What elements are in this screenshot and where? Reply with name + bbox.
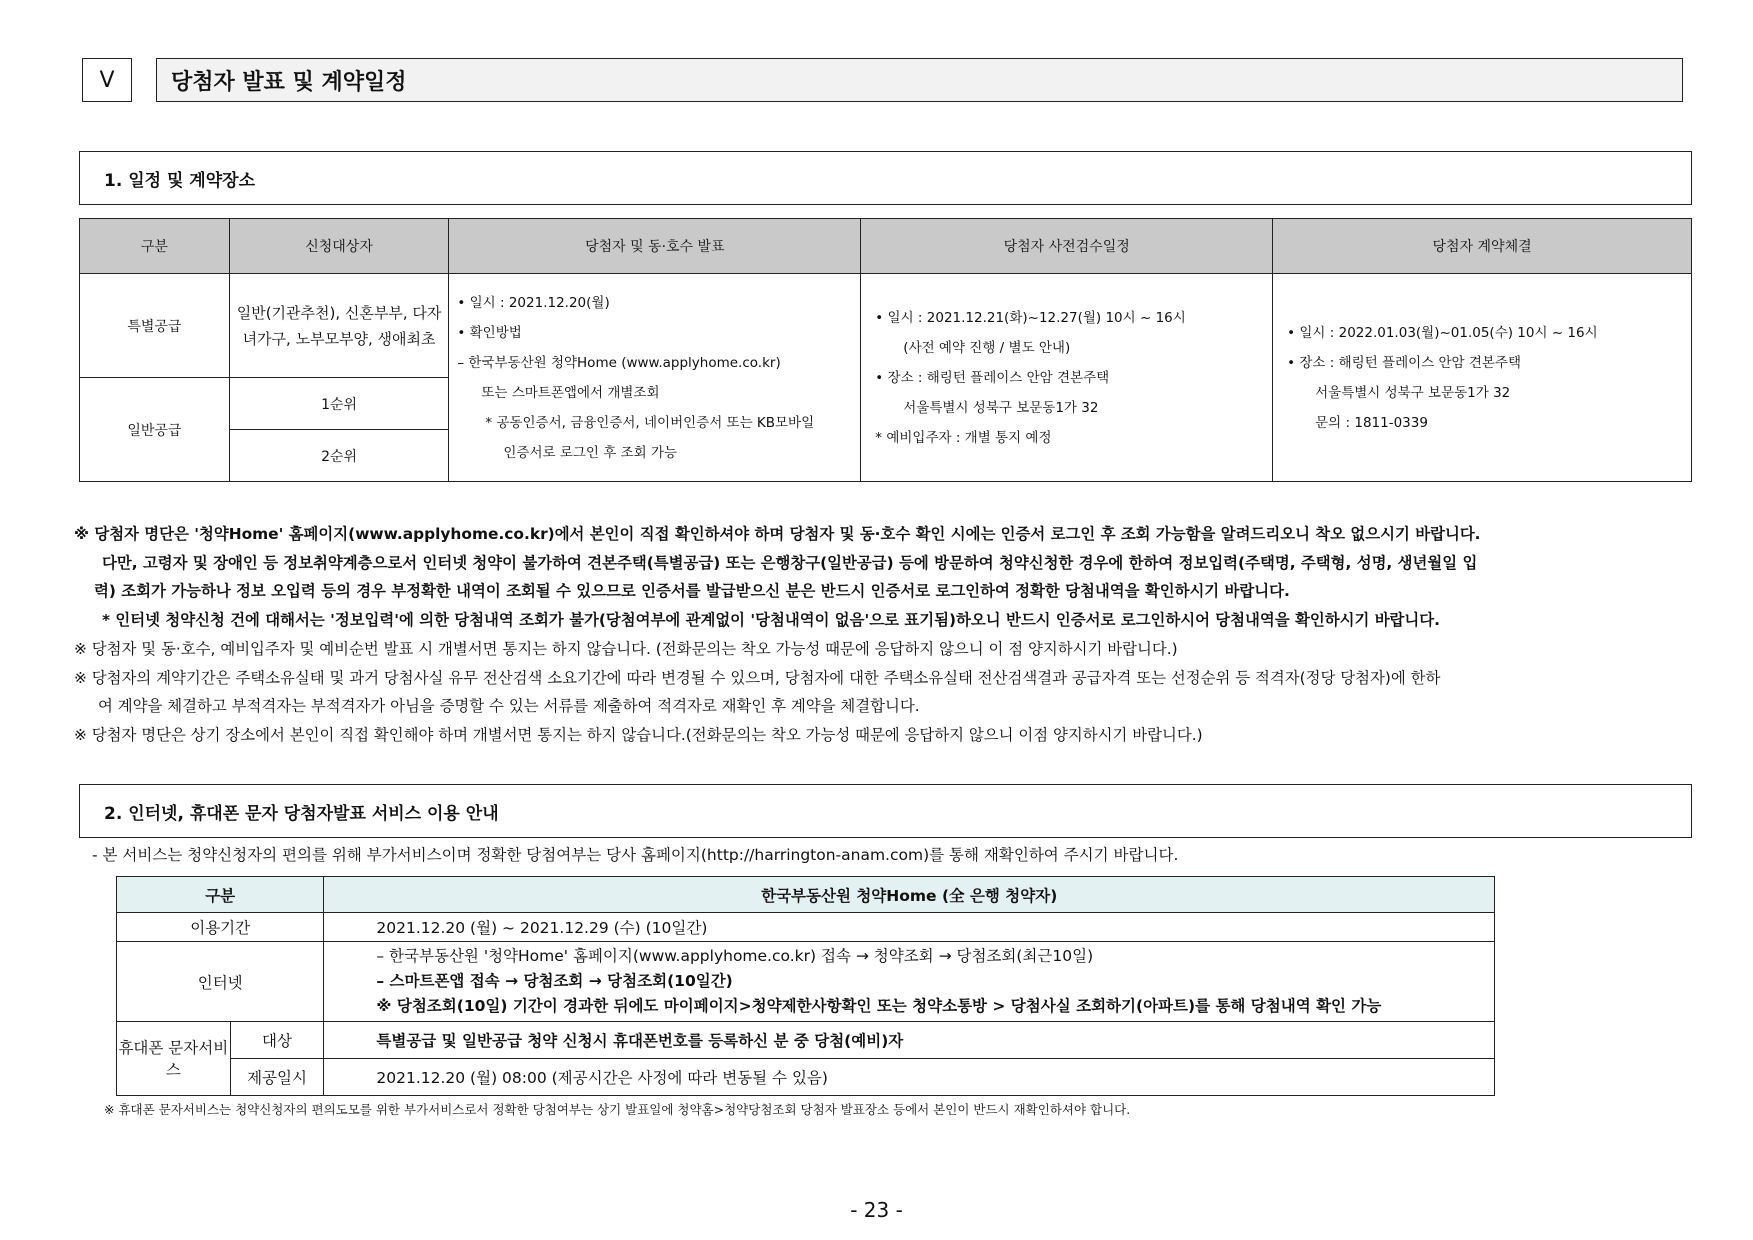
header-category: 구분 <box>80 219 230 274</box>
inspection-date: • 일시 : 2021.12.21(화)~12.27(월) 10시 ~ 16시 <box>875 309 1186 326</box>
period-value: 2021.12.20 (월) ~ 2021.12.29 (수) (10일간) <box>324 913 1495 942</box>
contract-place: • 장소 : 해링턴 플레이스 안암 견본주택 <box>1287 354 1522 371</box>
sms-time-value: 2021.12.20 (월) 08:00 (제공시간은 사정에 따라 변동될 수 있음) <box>324 1059 1495 1096</box>
general-supply-label: 일반공급 <box>80 378 230 482</box>
announcement-cell <box>449 274 861 482</box>
inspection-address: 서울특별시 성북구 보문동1가 32 <box>903 399 1099 416</box>
service-header-provider: 한국부동산원 청약Home (全 은행 청약자) <box>324 877 1495 913</box>
sms-target-label: 대상 <box>230 1022 324 1059</box>
sms-time-label: 제공일시 <box>230 1059 324 1096</box>
announcement-cert-note: * 공동인증서, 금융인증서, 네이버인증서 또는 KB모바일 <box>485 414 815 431</box>
note-3-cont: 여 계약을 체결하고 부적격자는 부적격자가 아님을 증명할 수 있는 서류를 제출하여 적격자로 재확인 후 계약을 체결합니다. <box>98 697 920 716</box>
inspection-place: • 장소 : 해링턴 플레이스 안암 견본주택 <box>875 369 1110 386</box>
general-rank-1: 1순위 <box>229 378 449 430</box>
announcement-method: • 확인방법 <box>457 324 522 341</box>
period-label: 이용기간 <box>117 913 324 942</box>
inspection-cell <box>861 274 1273 482</box>
contract-date: • 일시 : 2022.01.03(월)~01.05(수) 10시 ~ 16시 <box>1287 324 1598 341</box>
note-1-cont: 다만, 고령자 및 장애인 등 정보취약계층으로서 인터넷 청약이 불가하여 견본주택(특별공급) 또는 은행창구(일반공급) 등에 방문하여 청약신청한 경우에 한하여 정보입력(주택명, 주택형, 성명, 생년월일 입 <box>102 553 1478 572</box>
announcement-app: 또는 스마트폰앱에서 개별조회 <box>481 384 660 401</box>
section-number: V <box>82 58 132 102</box>
announcement-site: – 한국부동산원 청약Home (www.applyhome.co.kr) <box>457 354 781 371</box>
internet-step-3: ※ 당첨조회(10일) 기간이 경과한 뒤에도 마이페이지>청약제한사항확인 또는 청약소통방 > 당첨사실 조회하기(아파트)를 통해 당첨내역 확인 가능 <box>376 997 1382 1015</box>
contract-cell <box>1273 274 1692 482</box>
note-3: ※ 당첨자의 계약기간은 주택소유실태 및 과거 당첨사실 유무 전산검색 소요기간에 따라 변경될 수 있으며, 당첨자에 대한 주택소유실태 전산검색결과 공급자격 또는 선정순위 등 적격자(정당 당첨자)에 한하 <box>74 668 1441 687</box>
subsection-1-title: 1. 일정 및 계약장소 <box>79 151 1692 205</box>
internet-step-1: – 한국부동산원 '청약Home' 홈페이지(www.applyhome.co.kr) 접속 → 청약조회 → 당첨조회(최근10일) <box>376 947 1094 965</box>
internet-label: 인터넷 <box>117 942 324 1022</box>
service-table <box>116 876 1495 1096</box>
general-rank-2: 2순위 <box>229 430 449 482</box>
note-1-cont-2: 력) 조회가 가능하나 정보 오입력 등의 경우 부정확한 내역이 조회될 수 있으므로 인증서를 발급받으신 분은 반드시 인증서로 로그인하여 정확한 당첨내역을 확인하시기 바랍니다. <box>94 582 1290 601</box>
service-intro: - 본 서비스는 청약신청자의 편의를 위해 부가서비스이며 정확한 당첨여부는 당사 홈페이지(http://harrington-anam.com)를 통해 재확인하여 주시기 바랍니다. <box>92 846 1179 864</box>
sms-label: 휴대폰 문자서비스 <box>117 1022 231 1096</box>
internet-step-2: – 스마트폰앱 접속 → 당첨조회 → 당첨조회(10일간) <box>376 972 733 990</box>
note-1-star: * 인터넷 청약신청 건에 대해서는 '정보입력'에 의한 당첨내역 조회가 불가(당첨여부에 관계없이 '당첨내역이 없음'으로 표기됨)하오니 반드시 인증서로 로그인하시어 당첨내역을 확인하시기 바랍니다. <box>102 611 1441 630</box>
header-contract: 당첨자 계약체결 <box>1273 219 1692 274</box>
header-announcement: 당첨자 및 동·호수 발표 <box>449 219 861 274</box>
notes-block <box>74 520 1694 750</box>
contract-address: 서울특별시 성북구 보문동1가 32 <box>1315 384 1511 401</box>
inspection-reserve-note: * 예비입주자 : 개별 통지 예정 <box>875 429 1052 446</box>
note-4: ※ 당첨자 명단은 상기 장소에서 본인이 직접 확인해야 하며 개별서면 통지는 하지 않습니다.(전화문의는 착오 가능성 때문에 응답하지 않으니 이점 양지하시기 바랍니다.) <box>74 725 1203 744</box>
page-number: - 23 - <box>850 1198 903 1222</box>
note-2: ※ 당첨자 및 동·호수, 예비입주자 및 예비순번 발표 시 개별서면 통지는 하지 않습니다. (전화문의는 착오 가능성 때문에 응답하지 않으니 이 점 양지하시기 바랍니다.) <box>74 639 1178 658</box>
special-supply-label: 특별공급 <box>80 274 230 378</box>
sms-target-value: 특별공급 및 일반공급 청약 신청시 휴대폰번호를 등록하신 분 중 당첨(예비)자 <box>324 1022 1495 1059</box>
announcement-cert-note-2: 인증서로 로그인 후 조회 가능 <box>503 444 678 461</box>
schedule-table <box>79 218 1692 482</box>
service-header-category: 구분 <box>117 877 324 913</box>
section-title: 당첨자 발표 및 계약일정 <box>156 58 1683 102</box>
sms-footnote: ※ 휴대폰 문자서비스는 청약신청자의 편의도모를 위한 부가서비스로서 정확한 당첨여부는 상기 발표일에 청약홈>청약당첨조회 당첨자 발표장소 등에서 본인이 반드시 재확인하셔야 합니다. <box>104 1102 1131 1117</box>
special-supply-targets: 일반(기관추천), 신혼부부, 다자녀가구, 노부모부양, 생애최초 <box>229 274 449 378</box>
header-applicants: 신청대상자 <box>229 219 449 274</box>
note-1: ※ 당첨자 명단은 '청약Home' 홈페이지(www.applyhome.co.kr)에서 본인이 직접 확인하셔야 하며 당첨자 및 동·호수 확인 시에는 인증서 로그인 후 조회 가능함을 알려드리오니 착오 없으시기 바랍니다. <box>74 525 1481 543</box>
announcement-date: • 일시 : 2021.12.20(월) <box>457 294 610 311</box>
header-inspection: 당첨자 사전검수일정 <box>861 219 1273 274</box>
internet-steps <box>324 942 1495 1022</box>
contract-phone: 문의 : 1811-0339 <box>1315 414 1428 431</box>
subsection-2-title: 2. 인터넷, 휴대폰 문자 당첨자발표 서비스 이용 안내 <box>79 784 1692 838</box>
inspection-reservation: (사전 예약 진행 / 별도 안내) <box>903 339 1071 356</box>
